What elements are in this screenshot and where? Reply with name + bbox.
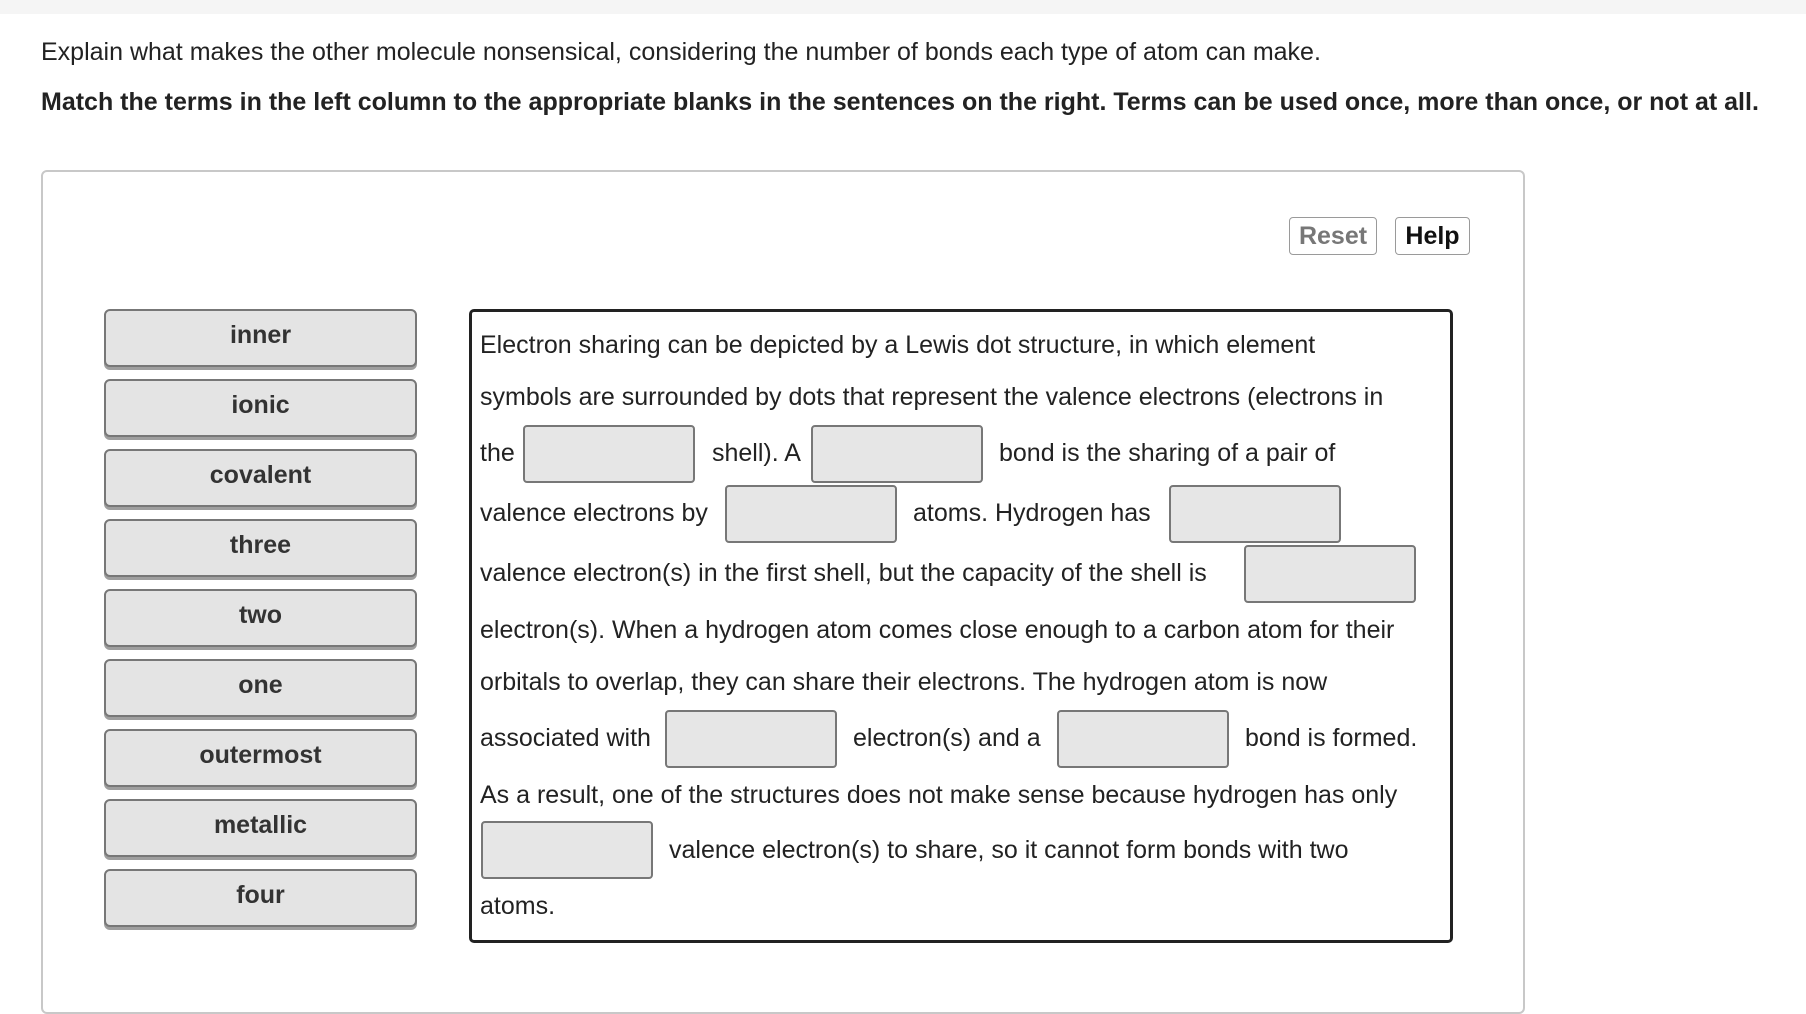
reset-button[interactable]: Reset bbox=[1289, 217, 1377, 255]
passage-text: associated with bbox=[480, 724, 651, 752]
term-tile-outermost[interactable]: outermost bbox=[104, 729, 417, 787]
drop-target-blank-7[interactable] bbox=[1057, 710, 1229, 768]
drop-target-blank-6[interactable] bbox=[665, 710, 837, 768]
term-tile-metallic[interactable]: metallic bbox=[104, 799, 417, 857]
term-tile-covalent[interactable]: covalent bbox=[104, 449, 417, 507]
drop-target-blank-3[interactable] bbox=[725, 485, 897, 543]
passage-text: Electron sharing can be depicted by a Lewis dot structure, in which element bbox=[480, 331, 1316, 359]
question-prompt: Explain what makes the other molecule nonsensical, considering the number of bonds each type of atom can make. bbox=[41, 38, 1321, 66]
passage-text: electron(s). When a hydrogen atom comes close enough to a carbon atom for their bbox=[480, 616, 1395, 644]
term-tile-two[interactable]: two bbox=[104, 589, 417, 647]
term-tile-ionic[interactable]: ionic bbox=[104, 379, 417, 437]
drop-target-blank-1[interactable] bbox=[523, 425, 695, 483]
question-instructions: Match the terms in the left column to the appropriate blanks in the sentences on the right. Terms can be used once, more than once, or not at all. bbox=[41, 88, 1759, 116]
top-bar bbox=[0, 0, 1806, 14]
passage-text: shell). A bbox=[712, 439, 801, 467]
drop-target-blank-8[interactable] bbox=[481, 821, 653, 879]
passage-text: bond is formed. bbox=[1245, 724, 1418, 752]
passage-text: bond is the sharing of a pair of bbox=[999, 439, 1336, 467]
passage-text: the bbox=[480, 439, 515, 467]
term-tile-one[interactable]: one bbox=[104, 659, 417, 717]
passage-text: atoms. Hydrogen has bbox=[913, 499, 1151, 527]
help-button[interactable]: Help bbox=[1395, 217, 1470, 255]
passage-text: electron(s) and a bbox=[853, 724, 1041, 752]
term-tile-inner[interactable]: inner bbox=[104, 309, 417, 367]
passage-text: symbols are surrounded by dots that represent the valence electrons (electrons in bbox=[480, 383, 1384, 411]
drop-target-blank-2[interactable] bbox=[811, 425, 983, 483]
term-tile-four[interactable]: four bbox=[104, 869, 417, 927]
passage-text: atoms. bbox=[480, 892, 556, 920]
passage-text: valence electrons by bbox=[480, 499, 708, 527]
drop-target-blank-5[interactable] bbox=[1244, 545, 1416, 603]
term-tile-three[interactable]: three bbox=[104, 519, 417, 577]
passage-text: valence electron(s) to share, so it cannot form bonds with two bbox=[669, 836, 1349, 864]
drop-target-blank-4[interactable] bbox=[1169, 485, 1341, 543]
passage-text: valence electron(s) in the first shell, but the capacity of the shell is bbox=[480, 559, 1207, 587]
passage-text: As a result, one of the structures does not make sense because hydrogen has only bbox=[480, 781, 1398, 809]
passage-text: orbitals to overlap, they can share their electrons. The hydrogen atom is now bbox=[480, 668, 1328, 696]
